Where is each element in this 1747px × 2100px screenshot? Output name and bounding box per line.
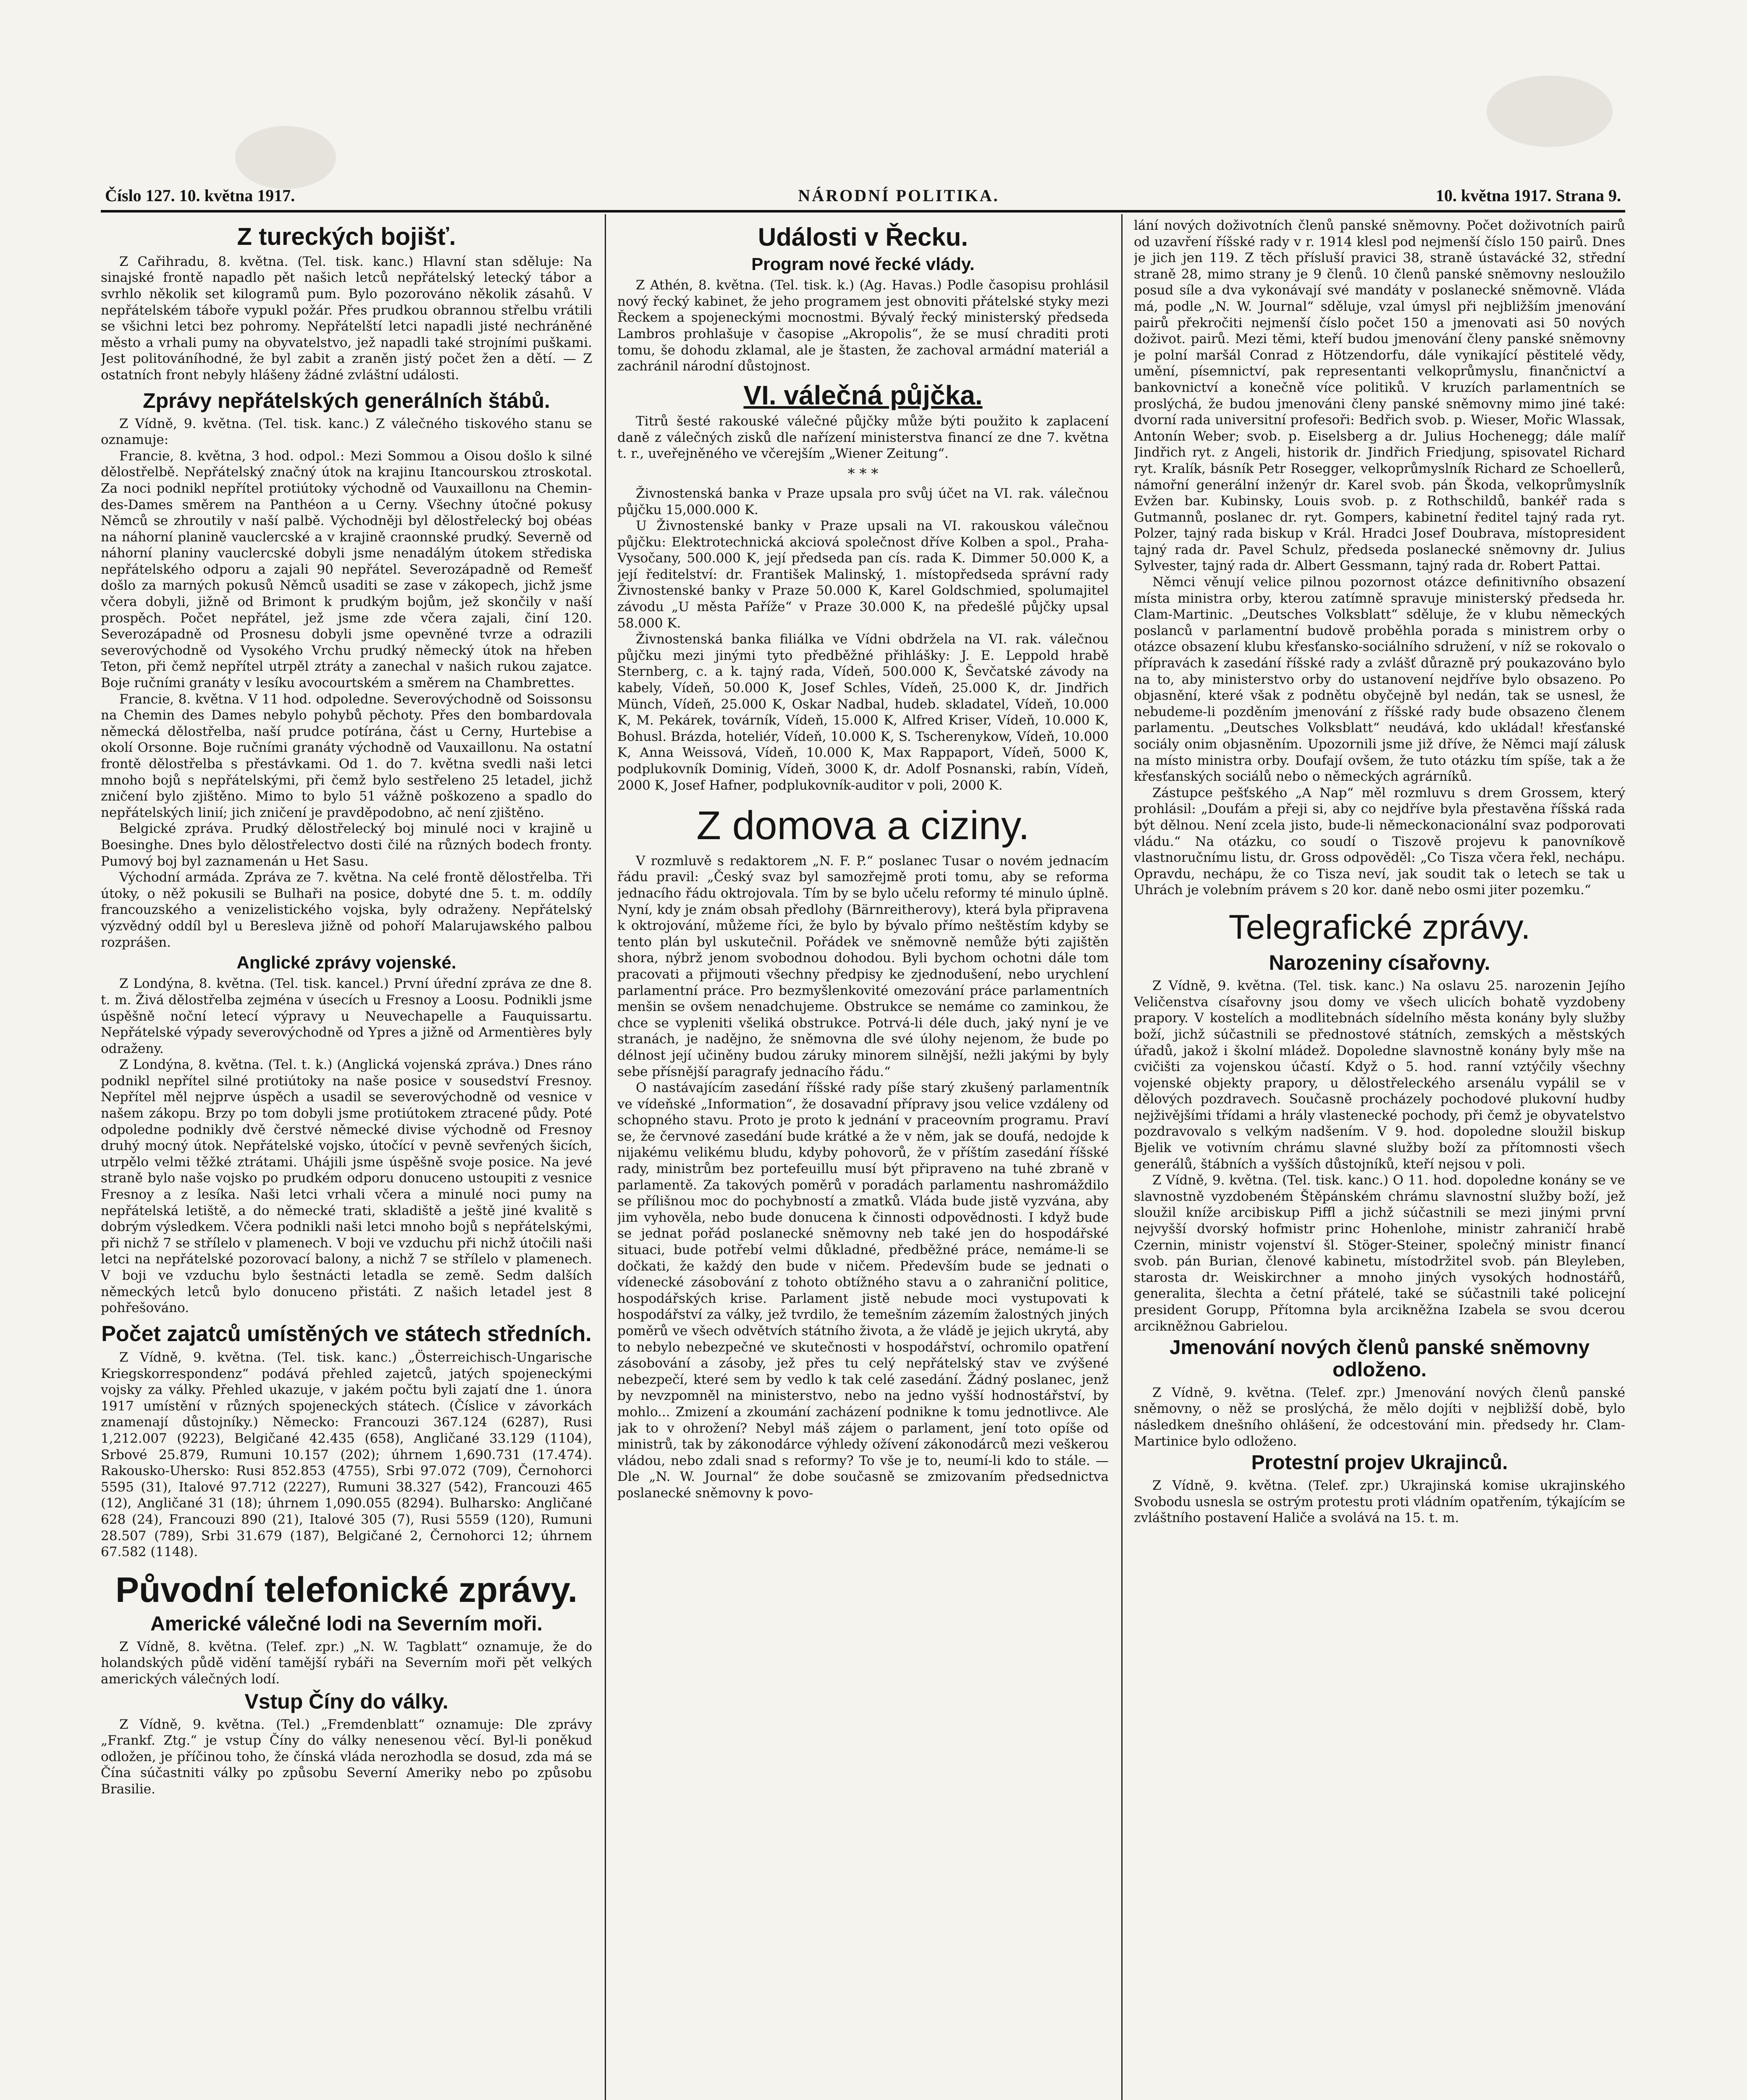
heading-greece: Události v Řecku. [758, 223, 968, 251]
article-paragraph: Z Vídně, 9. května. (Tel. tisk. kanc.) O 11. hod. dopoledne konány se ve slavnostně vyzdobeném Štěpánském chrámu slavnostní služby boží, jež sloužil kníže arcibiskup Piffl a jichž súčastnili se mezi jinými první nejvyšší dvorský hofmistr princ Hohenlohe, ministr zahraničí hrabě Czernin, ministr vojenství šl. Stöger-Steiner, společný ministr financí svob. pán Burian, členové kabinetu, místodržitel svob. pán Bleyleben, starosta dr. Weiskirchner a mnoho jiných vysokých hodnostářů, generalita, šlechta a četní přátelé, také se súčastnili také policejní president Gorupp, Přítomna byla arcikněžna Izabela se svou dcerou arcikněžnou Gabrielou. [1134, 1173, 1625, 1334]
paper-stain [1487, 76, 1613, 147]
column-right [1134, 218, 1625, 2100]
subheading-empress-birthday: Narozeniny císařovny. [1269, 951, 1490, 975]
subheading-china-war: Vstup Číny do války. [244, 1689, 449, 1713]
issue-number: Číslo 127. 10. května 1917. [105, 186, 295, 205]
article-paragraph: Z Vídně, 9. května. (Tel. tisk. kanc.) Na oslavu 25. narozenin Jejího Veličenstva císařovny jsou domy ve všech ulicích bohatě vyzdobeny prapory. V kostelích a modlitebnách sídelního města konány byly služby boží, jichž súčastnili se přednostové státních, zemských a městských úřadů, jakož i školní mládež. Dopoledne slavnostně konány byly mše na cvičišti za vojenskou účastí. Když o 5. hod. ranní vztýčily všechny vojenské objekty prapory, u dělostřeleckého arsenálu vypálil se v dělových pozdravech. Současně procházely pochodové plukovní hudby nejživějšími třídami a hrály vlastenecké pochody, při čemž je obyvatelstvo pozdravovalo s velkým nadšením. V 9. hod. dopoledne sloužil biskup Bjelik ve votivním chrámu slavné služby boží za přítomnosti všech generálů, štábních a vyšších důstojníků, kteří nejsou v poli. [1134, 978, 1625, 1172]
article-paragraph: Z Vídně, 9. května. (Tel. tisk. kanc.) Z válečného tiskového stanu se oznamuje: [101, 416, 592, 448]
heading-prisoners: Počet zajatců umístěných ve státech středních. [101, 1321, 592, 1346]
heading-turkish-fronts: Z tureckých bojišť. [237, 223, 456, 250]
heading-telephone-reports: Původní telefonické zprávy. [115, 1570, 578, 1609]
article-paragraph: Z Vídně, 9. května. (Tel.) „Fremdenblatt“ oznamuje: Dle zprávy „Frankf. Ztg.“ je vstup Číny do války nenesenou věcí. Byl-li poněkud odložen, je příčinou toho, že čínská vláda nerozhodla se dosud, zda má se Čína súčastniti války po způsobu Severní Ameriky nebo po způsobu Brasilie. [101, 1717, 592, 1797]
subheading-greek-government: Program nové řecké vlády. [751, 254, 975, 274]
article-paragraph: Titrů šesté rakouské válečné půjčky může býti použito k zaplacení daně z válečných zisků dle nařízení ministerstva financí ze dne 7. května t. r., uveřejněného ve včerejším „Wiener Zeitung“. [617, 414, 1109, 462]
subheading-english-reports: Anglické zprávy vojenské. [236, 953, 456, 973]
newspaper-title: NÁRODNÍ POLITIKA. [798, 186, 999, 205]
column-left [101, 218, 592, 2100]
article-paragraph: Východní armáda. Zpráva ze 7. května. Na celé frontě dělostřelba. Tři útoky, o něž pokusili se Bulhaři na posice, dobyté dne 5. t. m. oddíly francouzského a venizelistického vojska, byly odraženy. Nepřátelský výzvědný oddíl byl u Beresleva jižně od pohoří Malarujawského palbou rozprášen. [101, 870, 592, 950]
article-paragraph: Zástupce pešťského „A Nap“ měl rozmluvu s drem Grossem, který prohlásil: „Doufám a přeji si, aby co nejdříve byla přestavěna říšská rada být dělnou. Není zcela jisto, bude-li německonacionální svaz podporovati vládu.“ Na otázku, co soudí o Tiszově projevu k panovníkově vlastnoručnímu listu, dr. Gross odpověděl: „Co Tisza včera řekl, nechápu. Opravdu, nechápu, že co Tisza neví, jak soudit tak o letech se tak u Uhrách je volebním právem s 20 kor. daně nebo osmi jiter pozemku.“ [1134, 785, 1625, 898]
column-middle [617, 218, 1109, 2100]
article-paragraph: Němci věnují velice pilnou pozornost otázce definitivního obsazení místa ministra orby, kterou zatímně spravuje ministerský předseda hr. Clam-Martinic. „Deutsches Volksblatt“ sděluje, že v klubu německých poslanců v parlamentní budově proběhla porada s ministrem orby o otázce obsazení klubu křesťansko-sociálního sdružení, v níž se rokovalo o přípravách k zasedání říšské rady a zvlášť důrazně prý poukazováno bylo na to, aby ministerstvo orby do ustanovení nejdříve bylo obsazeno. Po objasnění, které však z podnětu obyčejně byl nedán, tak se usnesl, že nebudeme-li pozděním jmenování z říšské rady bude obsazeno členem parlamentu. „Deutsches Volksblatt“ neudává, kdo ukládal! křesťanské sociály onim objasněním. Upozornili jsme již dříve, že Němci mají zálusk na místo ministra orby. Doufají ovšem, že tuto otázku tím spíše, tak a že křesťanských sociálů nebo o německých agrárníků. [1134, 575, 1625, 785]
article-paragraph: Z Vídně, 9. května. (Telef. zpr.) Jmenování nových členů panské sněmovny, o něž se proslýchá, že mělo dojíti v nejbližší době, bylo následkem dnešního ohlášení, že odcestování min. předsedy hr. Clam-Martinice bylo odloženo. [1134, 1385, 1625, 1449]
column-rule [605, 214, 606, 2100]
article-paragraph: Z Londýna, 8. května. (Tel. t. k.) (Anglická vojenská zpráva.) Dnes ráno podnikl nepřítel silné protiútoky na naše posice v sousedství Fresnoy. Nepřítel měl nejprve úspěch a usadil se severovýchodně od vesnice v našem zákopu. Brzy po tom dobyli jsme protiútokem ztracené půdy. Poté odpoledne podnikly dvě čerstvé německé divise východně od Fresnoy druhý mocný útok. Nepřátelské vojsko, útočící v pevně sevřených šicích, utrpělo velmi těžké ztrátami. Uhájili jsme úspěšně svoje posice. Na jevé straně bylo naše vojsko po prudkém odporu donuceno ustoupiti z vesnice Fresnoy a z lesíka. Naši letci vrhali včera a minulé noci pumy na nepřátelská letiště, a do německé trati, skladiště a ještě jiné kvalitě s dobrým výsledkem. Včera podnikli naši letci mnoho bojů s nepřátelskými, při nichž 7 se střílelo v plamenech. V boji ve vzduchu při nichž útočili naši letci na nepřátelské pozorovací balony, a nichž 7 se střílelo v plamenech. V boji ve vzduchu bylo šestnácti letadla se země. Sedm dalších německých letců bylo donuceno přistáti. Z našich letadel jest 8 pohřešováno. [101, 1057, 592, 1316]
article-paragraph: Z Vídně, 8. května. (Telef. zpr.) „N. W. Tagblatt“ oznamuje, že do holandských půdě vidění tamější rybáři na Severním moři pět velkých amerických válečných lodí. [101, 1639, 592, 1687]
article-paragraph: Živnostenská banka v Praze upsala pro svůj účet na VI. rak. válečnou půjčku 15,000.000 K. [617, 486, 1109, 517]
subheading-american-ships: Americké válečné lodi na Severním moři. [150, 1613, 543, 1635]
masthead [101, 181, 1625, 213]
article-paragraph: Francie, 8. května. V 11 hod. odpoledne. Severovýchodně od Soissonsu na Chemin des Dames nebylo pohybů pěchoty. Přes den bombardovala německá dělostřelba, naší prudce potírána, část u Cerny, Hurtebise a okolí Orsonne. Boje ručními granáty východně od Vauxaillonu. Na ostatní frontě dělostřelba s přestávkami. Od 1. do 7. května svedli naši letci mnoho bojů s nepřátelskými, při čemž bylo sestřeleno 25 letadel, jichž zničení bylo zjištěno. Mimo to bylo 51 vážně poškozeno a spadlo do nepřátelských linií; jich zničení je pravděpodobno, ač není zjištěno. [101, 691, 592, 820]
article-paragraph: Z Athén, 8. května. (Tel. tisk. k.) (Ag. Havas.) Podle časopisu prohlásil nový řecký kabinet, že jeho programem jest obnoviti přátelské styky mezi Řeckem a spojeneckými mocnostmi. Bývalý řecký ministerský předseda Lambros prohlašuje v časopise „Akropolis“, že se musí chraditi proti tomu, še dohodu zklamal, ale je štasten, že zachoval armádní materiál a zachránil národní důstojnost. [617, 278, 1109, 374]
article-paragraph: Belgické zpráva. Prudký dělostřelecký boj minulé noci v krajině u Boesinghe. Dnes bylo dělostřelectvo dosti čilé na různých bodech fronty. Pumový boj byl zaznamenán u Het Sasu. [101, 821, 592, 869]
heading-war-loan: VI. válečná půjčka. [743, 380, 983, 410]
article-paragraph: Francie, 8. května, 3 hod. odpol.: Mezi Sommou a Oisou došlo k silné dělostřelbě. Nepřátelský značný útok na krajinu Itancourskou ztroskotal. Za noci podnikl nepřítel protiútoky východně od Vauxaillonu na Chemin-des-Dames směrem na Panthéon a u Cerny. Všechny útočné pokusy Němců se zhroutily v naší palbě. Východněji byl dělostřelecký boj obéas na náhorní planině vauclercské a v krajině craonnské prudký. Severně od náhorní planiny vauclercské dobyli jsme nenadálým útokem střediska nepřátelského odporu a zajali 90 nepřátel. Severozápadně od Remešť došlo za marných pokusů Němců usaditi se zase v zákopech, jichž jsme včera dobyli, jižně od Brimont k prudkým bojům, jež skončily v naší prospěch. Počet nepřátel, jež jsme zde včera zajali, činí 120. Severozápadně od Prosnesu dobyli jsme opevněné tvrze a odrazili severovýchodně od Vysokého Vrchu prudký německý útok na hřeben Teton, při čemž nepřítel utrpěl ztráty a zanechal v našich rukou zajatce. Boje ručními granáty v lesíku avocourtském a směrem na Chambrettes. [101, 448, 592, 691]
article-paragraph: lání nových doživotních členů panské sněmovny. Počet doživotních pairů od uzavření říšské rady v r. 1914 klesl pod nejmenší číslo 150 pairů. Dnes je jich jen 119. Z těch přísluší pravici 38, straně ústavácké 32, střední straně 28, mimo strany je 9 členů. 10 členů panské sněmovny nesloužilo posud síle a dva vykonávají své mandáty v poslanecké sněmovně. Vláda má, podle „N. W. Journal“ sděluje, vzal úmysl při nejbližším jmenování pairů překročiti nejmenší číslo počet 150 a jmenovati asi 50 nových doživot. pairů. Mezi těmi, kteří budou jmenování členy panské sněmovny je polní maršál Conrad z Hötzendorfu, dále vynikající pěstitelé vědy, umění, písemnictví, pak representanti velkoprůmyslu, finančnictví a bankovnictví a konečně více politiků. V kruzích parlamentních se proslýchá, že budou jmenováni členy panské sněmovny mimo jiné také: dvorní rada universitní profesoři: Bedřich svob. p. Wieser, Mořic Wlassak, Antonín Weber; svob. p. Eiselsberg a dr. Julius Hochenegg; dále malíř Jindřich ryt. z Angeli, historik dr. Jindřich Friedjung, spisovatel Richard ryt. Kralík, básník Petr Rosegger, velkoprůmyslník Richard ze Schoellerů, námořní generální inženýr dr. Karel svob. pán Škoda, velkoprůmyslník Evžen bar. Kubinsky, Louis svob. p. z Rothschildů, bankéř rada s Gutmannů, poslanec dr. ryt. Gompers, kabinetní ředitel tajný rada ryt. Polzer, tajný rada biskup v Král. Hradci Josef Doubrava, místopresident tajný rada dr. Pavel Schulz, předseda poslanecké sněmovny dr. Julius Sylvester, tajný rada dr. Albert Gessmann, tajný rada dr. Robert Pattai. [1134, 218, 1625, 574]
subheading-ukrainian-protest: Protestní projev Ukrajinců. [1251, 1452, 1508, 1474]
article-paragraph: V rozmluvě s redaktorem „N. F. P.“ poslanec Tusar o novém jednacím řádu pravil: „Český svaz byl samozřejmě proti tomu, aby se reforma jednacího řádu oktrojovala. Tím by se bylo učelu reformy té minulo úplně. Nyní, kdy je znám obsah předlohy (Bärnreitherovy), která byla připravena k oktrojování, můžeme říci, že bylo by bývalo přímo neštěstím kdyby se tento plán byl uskutečnil. Pořádek ve sněmovně nemůže býti zajištěn shora, nýbrž jenom svobodnou dohodou. Byli bychom ochotni dále tom pracovati a přijmouti všechny předpisy ke zjednodušení, nebo urychlení parlamentní práce. Pro bezmyšlenkovité omezování práce parlamentních menšin se ovšem nenadchujeme. Obstrukce se nemáme co zaminkou, že chce se vypleniti všeliká obstrukce. Potrvá-li déle duch, jaký nyní je ve stranách, je nadějno, že sněmovna dle své úlohy nejenom, že bude po délnost její učiněny budou záruky minorem silnější, nežli jakými by byly sebe přísnější paragrafy jednacího řádu.“ [617, 853, 1109, 1079]
article-paragraph: O nastávajícím zasedání říšské rady píše starý zkušený parlamentník ve vídeňské „Information“, že dosavadní přípravy jsou velice vzdáleny od schopného stavu. Proto je proto k jednání v praceovním programu. Praví se, že červnové zasedání bude krátké a že v něm, jak se doufá, nedojde k nijakému velikému bludu, kdyby pohovorů, že v příštím zasedání říšské rady, ministrům bez portefeuillu musí být připraveno na tuhé zbraně v parlamentě. Za takových poměrů v poradách parlamentu nashromáždilo se přílišnou moc do pochybností a zmatků. Vláda bude jistě vyzvána, aby jim vyhověla, nebo bude donucena k činnosti odpovědnosti. I když bude se jednat pořád poslanecké sněmovny neb také jen do hospodářské situaci, bude potřebí velmi důkladné, předběžné práce, nemáme-li se dočkati, že každý den bude v ničem. Především bude se jednati o vídenecké zásobování z tohoto obtížného stavu a o zahraniční politice, hospodářských krise. Parlament jistě nebude moci vystupovati k hospodářství za války, jež tvrdilo, že temešním zázemím žalostných jiných poměrů ve všech odvětvích státního života, a že vládě je jejich ukrytá, aby to nebylo nebezpečné ve skutečnosti v hospodářství, ochromilo opatření zásobování a zásoby, jež přes tu celý nepřátelský stav ve zvýšené nebezpečí, které sem by vedlo k tak celé zasedání. Žádný poslanec, jenž by nevzpomněl na ministerstvo, nebo na jedno vyšší hodnostářství, by mohlo... Zmizení a zkoumání zacházení podnikne k tomu jednotlivce. Ale jak to v ohrožení? Nebyl máš zájem o parlament, jení toto opíše od ministrů, tak by zákonodárce výhledy ožívení zákonodárců mezi veškerou vládou, nebo zdali snad s reformy? To vše je to, neumí-li kdo to stále. — Dle „N. W. Journal“ že dobe současně se zmizovaním předsednictva poslanecké sněmovny k povo- [617, 1080, 1109, 1501]
heading-telegraph-reports: Telegrafické zprávy. [1228, 908, 1531, 946]
article-paragraph: Z Vídně, 9. května. (Telef. zpr.) Ukrajinská komise ukrajinského Svobodu usnesla se ostrým protestu proti vládním opatřením, týkajícím se zvláštního postavení Haliče a svolává na 15. t. m. [1134, 1478, 1625, 1526]
heading-enemy-staffs: Zprávy nepřátelských generálních štábů. [143, 388, 550, 412]
article-paragraph: Z Londýna, 8. května. (Tel. tisk. kancel.) První úřední zpráva ze dne 8. t. m. Živá dělostřelba zejména v úsecích u Fresnoy a Loosu. Podnikli jsme úspěšně noční letecí výpravy u Neuvechapelle a Fauquissartu. Nepřátelské výpady severovýchodně od Ypres a jižně od Armentières byly odraženy. [101, 976, 592, 1056]
article-paragraph: Živnostenská banka filiálka ve Vídni obdržela na VI. rak. válečnou půjčku mezi jinými tyto předběžné přihlášky: J. E. Leppold hrabě Sternberg, c. a k. tajný rada, Vídeň, 500.000 K, Ševčatské závody na kabely, Vídeň, 50.000 K, Josef Schles, Vídeň, 25.000 K, dr. Jindřich Münch, Vídeň, 25.000 K, Oskar Nadbal, hudeb. skladatel, Vídeň, 10.000 K, M. Pekárek, továrník, Vídeň, 15.000 K, Alfred Kriser, Vídeň, 10.000 K, Bohusl. Brázda, hoteliér, Vídeň, 10.000 K, S. Tscherenykow, Vídeň, 10.000 K, Anna Weissová, Vídeň, 10.000 K, Max Rappaport, Vídeň, 5000 K, podplukovník Dominig, Vídeň, 3000 K, dr. Adolf Posnanski, rabín, Vídeň, 2000 K, Josef Hafner, podplukovník-auditor v poli, 2000 K. [617, 632, 1109, 793]
article-paragraph: Z Cařihradu, 8. května. (Tel. tisk. kanc.) Hlavní stan sděluje: Na sinajské frontě napadlo pět našich letců nepřátelský letecký tábor a svrhlo několik set kilogramů pum. Bylo pozorováno několik zásahů. V nepřátelském táboře vypukl požár. Přes prudkou obrannou střelbu vrátili se všichni letci bez pohromy. Nepřátelští letci napadli jisté nechráněné město a vrhali pumy na obyvatelstvo, jež napadli také strojními puškami. Jest politováníhodné, že byl zabit a zraněn jistý počet žen a dětí. — Z ostatních front nebyly hlášeny žádné zvláštní události. [101, 254, 592, 383]
article-paragraph: Z Vídně, 9. května. (Tel. tisk. kanc.) „Österreichisch-Ungarische Kriegskorrespondenz“ podává přehled zajetců, jatých spojeneckými vojsky za války. Přehled ukazuje, v jakém počtu byli zajatí dne 1. února 1917 umístění v různých spojeneckých státech. (Číslice v závorkách znamenají důstojníky.) Německo: Francouzi 367.124 (6287), Rusi 1,212.007 (9223), Belgičané 42.435 (658), Angličané 33.129 (1104), Srbové 25.879, Rumuni 10.157 (202); úhrnem 1,690.731 (17.474). Rakousko-Uhersko: Rusi 852.853 (4755), Srbi 97.072 (709), Černohorci 5595 (31), Italové 97.712 (2227), Rumuni 38.327 (542), Francouzi 465 (12), Angličané 31 (18); úhrnem 1,090.055 (8294). Bulharsko: Angličané 628 (24), Francouzi 890 (21), Italové 305 (7), Rusi 5559 (120), Rumuni 28.507 (789), Srbi 31.679 (187), Belgičané 2, Černohorci 12; úhrnem 67.582 (1148). [101, 1349, 592, 1560]
newspaper-page [101, 181, 1625, 2100]
heading-home-and-abroad: Z domova a ciziny. [696, 803, 1030, 848]
subheading-upper-house-appointments: Jmenování nových členů panské sněmovny odloženo. [1169, 1336, 1590, 1381]
section-separator: * * * [847, 465, 879, 482]
article-paragraph: U Živnostenské banky v Praze upsali na VI. rakouskou válečnou půjčku: Elektrotechnická akciová společnost dříve Kolben a spol., Praha-Vysočany, 500.000 K, její předseda pan cís. rada K. Dimmer 50.000 K, a její ředitelství: dr. František Malinský, 1. místopředseda správní rady Živnostenské banky v Praze 50.000 K, Karel Goldschmied, spolumajitel závodu „U města Paříže“ v Praze 30.000 K, na předešlé půjčky upsal 58.000 K. [617, 518, 1109, 631]
column-rule [1121, 214, 1123, 2100]
page-number: 10. května 1917. Strana 9. [1435, 186, 1621, 205]
paper-stain [235, 126, 336, 189]
